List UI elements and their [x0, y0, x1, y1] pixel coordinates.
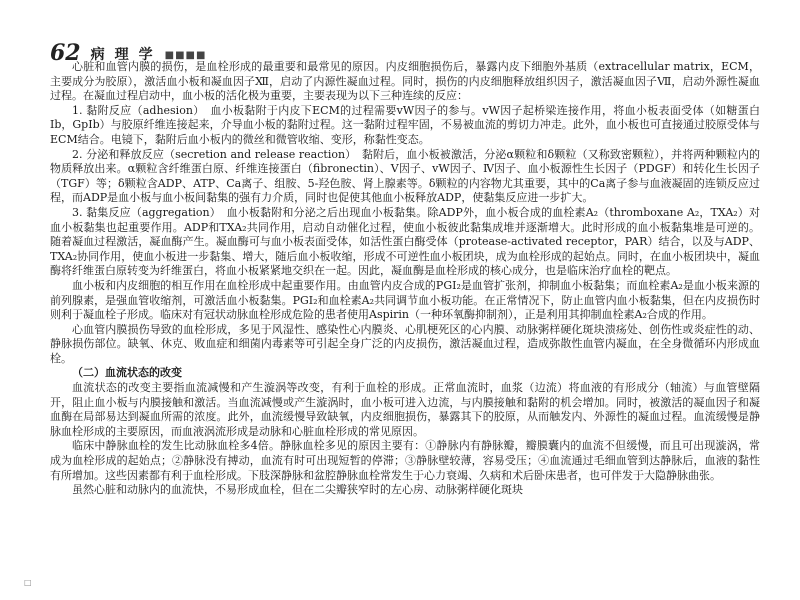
paragraph-aggregation: 3. 黏集反应（aggregation） 血小板黏附和分泌之后出现血小板黏集。除ADP外，血小板合成的血栓素A₂（thromboxane A₂，TXA₂）对血小板黏集也起重要作用。ADP和TXA₂共同作用，启动自动催化过程，使血小板彼此黏集成堆并逐渐增大。此时形成的血小板黏集堆是可逆的。随着凝血过程激活，凝血酶产生。凝血酶可与血小板表面受体，如活性蛋白酶受体（protease-activated receptor，PAR）结合，以及与ADP、TXA₂协同作用，使血小板进一步黏集、增大，随后血小板收缩，形成不可逆性血小板团块，成为血栓形成的起始点。同时，在血小板团块中，凝血酶将纤维蛋白原转变为纤维蛋白，将血小板紧紧地交织在一起。因此，凝血酶是血栓形成的核心成分，也是临床治疗血栓的靶点。: [50, 205, 760, 278]
page-body: [50, 60, 760, 498]
paragraph-intro: 心脏和血管内膜的损伤，是血栓形成的最重要和最常见的原因。内皮细胞损伤后，暴露内皮下细胞外基质（extracellular matrix，ECM，主要成分为胶原），激活血小板和凝血因子Ⅻ，启动了内源性凝血过程。同时，损伤的内皮细胞释放组织因子，激活凝血因子Ⅶ，启动外源性凝血过程。在凝血过程启动中，血小板的活化极为重要，主要表现为以下三种连续的反应：: [50, 60, 760, 103]
page-number: 62: [50, 40, 81, 66]
header-decoration: ■■■■: [164, 50, 207, 61]
paragraph-adhesion: 1. 黏附反应（adhesion） 血小板黏附于内皮下ECM的过程需要vW因子的参与。vW因子起桥梁连接作用，将血小板表面受体（如糖蛋白Ib，GpIb）与胶原纤维连接起来，介导血小板的黏附过程。这一黏附过程牢固，不易被血流的剪切力冲走。此外，血小板也可直接通过胶原受体与ECM结合。电镜下，黏附后血小板内的微丝和微管收缩、变形，称黏性变态。: [50, 103, 760, 146]
page-header: [50, 28, 760, 64]
paragraph-arterial: 虽然心脏和动脉内的血流快，不易形成血栓，但在二尖瓣狭窄时的左心房、动脉粥样硬化斑块: [72, 483, 523, 497]
book-title: 病理学: [90, 46, 163, 63]
paragraph-blood-flow: 血流状态的改变主要指血流减慢和产生漩涡等改变，有利于血栓的形成。正常血流时，血浆（边流）将血液的有形成分（轴流）与血管壁隔开，阻止血小板与内膜接触和激活。当血流减慢或产生漩涡时，血小板可进入边流，与内膜接触和黏附的机会增加。同时，被激活的凝血因子和凝血酶在局部易达到凝血所需的浓度。此外，血流缓慢导致缺氧，内皮细胞损伤，暴露其下的胶原，从而触发内、外源性的凝血过程。血流缓慢是静脉血栓形成的主要原因，而血液涡流形成是动脉和心脏血栓形成的常见原因。: [50, 381, 760, 438]
paragraph-secretion: 2. 分泌和释放反应（secretion and release reaction） 黏附后，血小板被激活，分泌α颗粒和δ颗粒（又称致密颗粒），并将两种颗粒内的物质释放出来。α颗粒含纤维蛋白原、纤维连接蛋白（fibronectin）、Ⅴ因子、vW因子、Ⅳ因子、血小板源性生长因子（PDGF）和转化生长因子（TGF）等；δ颗粒含ADP、ATP、Ca离子、组胺、5-羟色胺、肾上腺素等。δ颗粒的内容物尤其重要，其中的Ca离子参与血液凝固的连锁反应过程，而ADP是血小板与血小板间黏集的强有力介质，同时也促使其他血小板释放ADP，使黏集反应进一步扩大。: [50, 147, 760, 205]
paragraph-venous-thrombus: 临床中静脉血栓的发生比动脉血栓多4倍。静脉血栓多见的原因主要有：①静脉内有静脉瓣，瓣膜囊内的血流不但缓慢，而且可出现漩涡，常成为血栓形成的起始点；②静脉没有搏动，血流有时可出现短暂的停滞；③静脉壁较薄，容易受压；④血流通过毛细血管到达静脉后，血液的黏性有所增加。这些因素都有利于血栓形成。下肢深静脉和盆腔静脉血栓常发生于心力衰竭、久病和术后卧床患者，也可伴发于大隐静脉曲张。: [50, 439, 760, 482]
paragraph-endothelial-injury: 心血管内膜损伤导致的血栓形成，多见于风湿性、感染性心内膜炎、心肌梗死区的心内膜、动脉粥样硬化斑块溃疡处、创伤性或炎症性的动、静脉损伤部位。缺氧、休克、败血症和细菌内毒素等可引起全身广泛的内皮损伤，激活凝血过程，造成弥散性血管内凝血，在全身微循环内形成血栓。: [50, 322, 760, 365]
section-heading: （二）血流状态的改变: [72, 366, 182, 380]
margin-mark: □: [24, 578, 32, 587]
paragraph-pgi2: 血小板和内皮细胞的相互作用在血栓形成中起重要作用。由血管内皮合成的PGI₂是血管扩张剂，抑制血小板黏集；而血栓素A₂是血小板来源的前列腺素，是强血管收缩剂，可激活血小板黏集。PGI₂和血栓素A₂共同调节血小板功能。在正常情况下，防止血管内血小板黏集，但在内皮损伤时则利于凝血栓子形成。临床对有冠状动脉血栓形成危险的患者使用Aspirin（一种环氧酶抑制剂），正是利用其抑制血栓素A₂合成的作用。: [50, 278, 760, 322]
